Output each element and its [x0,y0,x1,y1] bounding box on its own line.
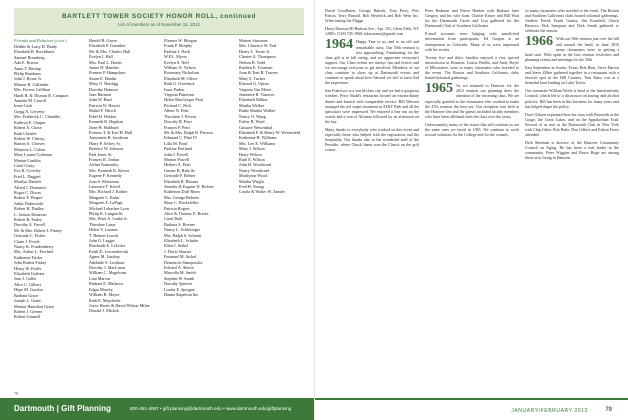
honor-roll-name: Marilynne Wood [239,173,268,179]
honor-roll-name: Mrs. Clarence W. Teal [239,43,277,49]
honor-roll-name: John J. Powell [164,151,189,157]
honor-roll-name: Harry P. Jeffrey Sr. [89,140,121,146]
honor-roll-name: Eleanor W. Morgan [164,38,197,43]
honor-roll-name: Joseph L. Grant [14,298,41,304]
honor-roll-name: Nancy L. Schlesinger [164,227,201,233]
honor-roll-name: Edmund C. Platt IV [164,135,198,141]
honor-roll-columns [14,38,306,393]
class-note-paragraph: Unfortunately, many of the issues that still confront us are the same ones we faced in 1965. We continue to work toward solutions for the College and for the country. [425,121,519,138]
honor-roll-name: Marion H. Callender [14,81,49,87]
honor-roll-name: Joan & Toni R. Towers [239,70,278,76]
class-notes-column-3 [525,8,619,390]
class-note-paragraph: 1964 Happy Year to us, and to an old and remarkable class. Our 50th reunion is fast approaching. Fundraising for the class gift is in full swing, and we appreciate everyone's support. Our Class events are always fun and festive and we encourage everyone to get involved. Members of our class continue to show up at Dartmouth events and continue to speak about how blessed we feel to have had the experience. [325,37,419,86]
honor-roll-name: Henry L. Terrie Jr. [239,48,270,54]
class-year-1965: 1965 [425,81,453,97]
honor-roll-name: Dorothy Spencer [164,281,193,287]
honor-roll-subtitle: List of members as of November 15, 2012 [118,22,200,27]
honor-roll-name: Frances T. & Earl H. Hull [89,129,133,135]
honor-roll-name: Julius Dubrowski [14,200,44,206]
class-note-paragraph: Peter Redman and Pierre Hanlon with Barbara Jane Gregory and his wife Joan, Charlie Kriner and Bill Watt for the Dartmouth Carter and Lisa gathered for the Dartmouth Club of Southern California. [425,8,519,29]
honor-roll-name: Virginia Patterson [164,92,195,98]
honor-roll-name: Hope M. Gordon [14,287,43,293]
honor-roll-name: Frances R. Jordan [89,156,120,162]
honor-roll-name: Carol Conty [14,162,35,168]
names-list-1 [14,44,81,320]
honor-roll-name: Eva R. Crowley [14,168,41,174]
honor-roll-name: Joyce Harris & David Wilson Milne [89,302,150,308]
names-list-4 [239,38,306,195]
honor-roll-name: John W. Hauf [89,97,112,103]
class-note-paragraph: Our classmate William Wolfe is head of the Interfraternity Council, which led to a discussion on hazing and alcohol policies. Bill has been in this business for many years and has helped shape the policy. [525,88,619,109]
honor-roll-name: Jean Harmon [89,92,112,98]
honor-roll-name: Demetrios Simopoulos [164,259,203,265]
honor-roll-name: Dorothy R. Petri [164,119,192,125]
honor-roll-name: Katherine Duff Rines [164,189,200,195]
honor-roll-name: Elizabeth M. Oliver [164,75,198,81]
honor-roll-name: Rueben E. Toorman [239,65,273,71]
honor-roll-name: Adelaide S. Lockhart [89,259,125,265]
honor-roll-name: Alice C. Gilbert [14,281,41,287]
honor-roll-name: William C. Magelssen [89,270,127,276]
honor-roll-name: Robert H. Dudley [14,206,44,212]
honor-roll-name: Mrs. Ralph S. Schmitt [164,232,202,238]
honor-roll-name: John H. Woodward [239,162,272,168]
honor-roll-name: Debbie & Larry D. Brady [14,44,58,49]
honor-roll-name: James H. Hamlen [89,65,119,71]
honor-roll-name: Stephen W. Smith [164,275,195,281]
honor-roll-name: Theodore Lazar [89,221,116,227]
honor-roll-name: T. Benton Leavitt [89,232,119,238]
honor-roll-name: Marjorie L. Cohen [14,146,46,152]
honor-roll-name: Eugene F. Kennedy [89,173,122,179]
honor-roll-title: BARTLETT TOWER SOCIETY HONOR ROLL, continued [61,13,257,20]
honor-roll-name: W.P.L. Myers [164,54,187,60]
honor-roll-name: Richard C. Peck [164,102,192,108]
class-note-paragraph: 1966 With our 50th reunion just over the hill and around the bend, in June 2016 many classmates were in getting a head start. With spirit in the first reunion festivities and planning events and meetings for the 50th. [525,34,619,62]
honor-roll-name: Lilla M. Pond [164,140,188,146]
honor-roll-name: Jennifer & Eugene D. Richter [164,183,214,189]
honor-roll-name: Ethel H. Holden [89,113,117,119]
honor-roll-name: Marion Powell [164,156,190,162]
honor-roll-name: John J. Byrne Jr. [14,76,42,82]
class-notes-column-1 [325,8,419,390]
honor-roll-name: Pauline Portland [164,146,192,152]
gift-planning-contact[interactable]: 800-451-4067 • gift.planning@dartmouth.edu • www.dartmouth.edu/giftplanning [130,406,292,411]
names-column-1 [14,38,81,393]
class-note-paragraph: David Goodbrien, George Hattick, Tom Perry, Pete Patron, Terry Russell, Bob Heydrick and Bob Wein Inc. Wine-tasting the Flagge. [325,8,419,24]
class-note-paragraph: so many classmates who traveled to the event. The Boston and Southern California clubs hosted informal gatherings. Andrew Freed, Frank Gantsy, Jim Kornfeld, Chuck Barrows, Bob Sampson and Dick Smith gathered to celebrate the season. [525,8,619,34]
honor-roll-name: Elizabeth B. Brockhurst [14,49,55,55]
honor-roll-name: Robert W. Christy [14,135,45,141]
honor-roll-name: Dorothy J. MacLaren [89,265,125,271]
honor-roll-name: Mrs. Frederick C. Chandler [14,114,61,120]
honor-roll-name: Marian Conklin [14,157,41,163]
class-note-paragraph: E-mail accounts were bulging with unsolicited information from participants. Ed Gorgon is an entrepreneur in Colorado. Many of us were impressed with his stories. [425,31,519,52]
honor-roll-name: Patricia Rogers [164,205,190,211]
class-note-paragraph: Many thanks to everybody who worked on this event and especially those who helped with the registration and the hospitality. Our thanks also to the wonderful staff of the Presidio, where Chuck Santa won the Classic on the golf course. [325,126,419,153]
honor-roll-name: Barbara Grace [14,292,39,298]
honor-roll-name: Dorothy Harmon [89,86,118,92]
honor-roll-name: Barbara S. Rovner [164,221,196,227]
honor-roll-name: Mrs. Leo E. Williams [239,140,276,146]
honor-roll-header [14,8,304,35]
honor-roll-name: John Robert Friday [14,260,47,266]
honor-roll-name: Barbara E. Mathews [89,281,124,287]
honor-roll-name: Philip Burnham [14,71,41,77]
honor-roll-name: Marcella M. Smith [164,270,196,276]
honor-roll-name: Elizabeth L. Schuler [164,238,199,244]
honor-roll-name: William N. Nelson [164,65,196,71]
honor-roll-name: Kathryn E. Chapin [14,119,46,125]
class-note-paragraph: San Francisco is a world-class city and we had a gorgeous weather. Perry Budd's restaurant hosted an extraordinary dinner and brunch with comparable service. Bill Weiwen arranged the red carpet treatment at AT&T Park and all the spectators were impressed. We enjoyed a fine run on the course and a tour of Alcatraz followed by an afternoon on the bay. [325,88,419,124]
honor-roll-name: Donald J. Mislick [89,308,119,314]
honor-roll-name: Chester A. Thompson [239,54,276,60]
honor-roll-name: Martha Walker [239,102,265,108]
honor-roll-name: Virginia Van Meter [239,86,272,92]
honor-roll-name: Nelson B. Todd [239,59,266,65]
gift-planning-brand: Dartmouth | Gift Planning [14,404,111,413]
class-note-paragraph: Dave Gibson explained how his class with Reynolds at the Gorge, the Great Lakes, and on the Appalachian Trail. Several of us met at the Dartmouth Club in New York with Chip Giber. Bob Raile, Dan Gilbert and Edwin Ferris attended. [525,111,619,138]
honor-roll-name: William B. Mayer [89,292,120,298]
honor-roll-name: Anna T. Burnap [14,65,41,71]
honor-roll-name: Mrs. Kenneth K. Keiser [89,167,130,173]
honor-roll-name: Carol Roth [164,216,183,222]
issue-footer [314,398,628,420]
honor-roll-name: Nancy K. Frankenberry [14,244,54,250]
honor-roll-name: Arthur Kaminsky [89,162,119,168]
honor-roll-name: Mary J. Wilson [239,146,265,152]
right-page-number: 79 [605,407,612,413]
honor-roll-name: Irene Cash [14,103,33,109]
honor-roll-name: Lina Marcus [89,275,111,281]
left-page-number: 78 [14,391,18,396]
honor-roll-name: Hardi R. & Thomas R. Campion [14,92,69,98]
honor-roll-name: Roger C. Dixon [14,189,41,195]
honor-roll-name: Jean I. Gallet [14,276,37,282]
honor-roll-name: Pauline J. Nash [164,48,190,54]
honor-roll-name: Michael Lebacher Lyon [89,205,129,211]
honor-roll-name: Henry W. Fuller [14,265,42,271]
honor-roll-name: Robert A. Chase [14,125,42,131]
honor-roll-name: Robert F. Draper [14,195,43,201]
honor-roll-name: Herbert A. Pratt [164,162,191,168]
honor-roll-name: Joan S. Kleinman [89,178,119,184]
class-notes-column-2 [425,8,519,390]
honor-roll-name: Antoinette B. Jacobson [89,135,128,141]
honor-roll-name: Frank P. Murphy [164,43,193,49]
honor-roll-name: Marilyn Daniels [14,179,42,185]
honor-roll-name: Paul Jones Sr. [89,151,113,157]
class-note-paragraph: Twenty five and thirty families enjoyed a very special intermission in Houston. Louise Beelbi, and Andy Boyle of Milwaukee, were so many classmates who traveled to the event. The Boston and Southern California clubs hosted informal gatherings. [425,54,519,81]
honor-roll-name: Eberhardt E. LeLisler [89,243,126,249]
honor-roll-name: Mr. & Mrs. Charles Hall [89,48,131,54]
honor-roll-name: Burton A. Cleaves [14,141,45,147]
honor-roll-name: Philip K. Langan Sr. [89,211,124,216]
honor-roll-name: Annette M. Carroll [14,98,46,104]
class-notes-columns [325,8,619,390]
column-heading: Friends and Relatives (cont.) [14,38,67,43]
honor-roll-name: Agnes M. Lindsay [89,254,121,260]
honor-roll-name: Mary C. Rockefeller [164,200,199,206]
honor-roll-name: Edgar Mawby [89,286,113,292]
honor-roll-name: Hanna Stapelton Inc. [164,292,200,298]
honor-roll-name: Fred H. Young [239,183,264,189]
honor-roll-name: Gertrude C. Fisher [14,233,46,239]
honor-roll-name: Patricia W. Hewitt [89,102,120,108]
honor-roll-name: Jeannette B. Vanover [239,92,275,98]
honor-roll-name: Robert Grinnell [14,314,41,320]
honor-roll-name: Ada E. Brown [14,60,39,66]
honor-roll-name: Katherine H. Williams [239,135,277,141]
honor-roll-name: Beatrice W. Johnson [89,146,124,152]
honor-roll-name: Laurence T. Kovel [89,183,121,189]
honor-roll-name: Edward A. Slavin [164,265,194,271]
honor-roll-name: Mr. & Mrs. Robert J. Finney [14,227,62,233]
honor-roll-name: Ellen J. Seibel [164,243,189,249]
honor-roll-name: Mrs. George Roberts [164,194,200,200]
honor-roll-name: Edward G. Upton [239,81,269,87]
honor-roll-name: Mary Louise Coleman [14,152,52,158]
honor-roll-name: Ruth Chrisler [14,130,37,136]
honor-roll-name: Katherine Fricke [14,254,43,260]
honor-roll-name: Carola & Walter W. Zander [239,189,285,195]
honor-roll-name: John G. Legget [89,238,115,244]
honor-roll-name: Harold B. Grove [89,38,118,43]
honor-roll-name: L. Judson Dunavan [14,211,47,217]
honor-roll-name: Albert N. Petit [164,108,189,114]
honor-roll-name: Mr. & Mrs. Ralph R. Pierson [164,129,213,135]
class-year-1966: 1966 [525,34,553,50]
honor-roll-name: Margaret L. Kuhn [89,194,120,200]
honor-roll-name: Evelyn S. Neff [164,59,189,65]
honor-roll-name: Janet H. Hubbard [89,124,119,130]
honor-roll-name: Ruth G. Overbeck [164,81,195,87]
honor-roll-name: Margaret E. LaPage [89,200,123,206]
class-note-paragraph: 1965 As we returned to Hanover for the 2012 reunion our planning drew the attention of the incoming class. We are especially grateful to the classmates who worked to make the 47th reunion the best yet. Our reception was held at the Hanover Inn and the guests included faculty members who have been affiliated with the class over the years. [425,81,519,119]
honor-roll-name: Ruthe Martha Walker [239,108,276,114]
honor-roll-name: Gustave Weisenthal [239,124,273,130]
honor-roll-name: Robert J. Greene [14,308,43,314]
honor-roll-name: Susan E. Hanlin [89,75,117,81]
honor-roll-name: Harry Wilson [239,151,262,157]
honor-roll-name: Elizabeth Walker [239,97,268,103]
names-list-3 [164,38,231,298]
names-column-4 [239,38,306,393]
honor-roll-name: Theodore J. Pevear [164,113,197,119]
right-page [314,0,628,420]
honor-roll-name: Mrs. Forrest Callihan [14,87,50,93]
names-column-2 [89,38,156,393]
honor-roll-name: Nancy O. Wang [239,113,266,119]
gift-planning-footer [0,398,314,420]
honor-roll-name: Emanuel M. Sickel [164,254,197,260]
honor-roll-name: Frances P. Petri [164,124,190,130]
class-note-paragraph: East September in Austin, Texas, Bob Bent, Steve Darron and Steve Zilber gathered together in a restaurant with a favorite spot in the Hill Country. Tom Shaw was at a beautiful boat landing on Lake Travis. [525,64,619,86]
honor-roll-name: J. Davis Shuster [164,248,192,254]
honor-roll-name: Alfred J. Demarest [14,184,46,190]
honor-roll-name: Ruth E. Mayrhofer [89,297,121,303]
honor-roll-name: Mary S. Tucker [239,75,266,81]
honor-roll-name: Elizabeth P. Guenther [89,43,126,49]
honor-roll-name: Mrs. Paul L. Hasler [89,59,122,65]
honor-roll-name: Louise E. Sprague [164,286,195,292]
honor-roll-name: Alice & Thomas E. Rooke [164,211,209,216]
honor-roll-name: Gregg A. Cerveny [14,108,45,114]
honor-roll-name: Marion Strassner [239,38,268,43]
honor-roll-name: Martha Wright [239,178,264,184]
honor-roll-name: Dorothy A. Farrell [14,222,46,228]
honor-roll-name: Elizabeth F. & Henry W. Weisenfeld [239,129,301,135]
honor-roll-name: Mary O. Hardigg [89,81,118,87]
honor-roll-name: Helen MacGregor Paul [164,97,203,103]
honor-roll-name: Nancy Woodward [239,167,270,173]
honor-roll-name: Fred L. Daggett [14,173,41,179]
names-column-3 [164,38,231,393]
honor-roll-name: Mrs. Peter A. Lanke Jr. [89,216,128,222]
honor-roll-name: Rosemary Nicholson [164,70,200,76]
honor-roll-name: Gertrude F. Rehrer [164,173,196,179]
honor-roll-name: Keith D. Lewandowski [89,248,128,254]
honor-roll-name: Frances P. Hampshire [89,70,126,76]
honor-roll-name: Evelyn J. Hall [89,54,113,60]
honor-roll-name: Elizabeth Gaffney [14,271,45,277]
honor-roll-name: Mrs. Arthur L. Frechtel [14,249,54,255]
honor-roll-name: Marion Hamilton Grant [14,303,54,309]
names-list-2 [89,38,156,314]
honor-roll-name: Gustav B. Rahr Sr. [164,167,196,173]
honor-roll-name: Mabel F. Hirsch [89,108,116,114]
class-note-paragraph: Dick Sherman is director of the Hanover Community Council on Aging. He has been a real leader in the community. Peter Wiggins and Bruce Hoge are among those now living in Hanover. [525,140,619,161]
honor-roll-name: Kenneth R. Hopkins [89,119,124,125]
honor-roll-name: Esther R. Ward [239,119,265,125]
class-note-contact: Harry Dawson 80 Hudson Ave., Apt. 101, Glens Falls, NY 12801; (518) 745-1960; hdawsonny@gmail.com [325,26,419,37]
honor-roll-name: Elizabeth R. Rhoner [164,178,199,184]
class-year-1964: 1964 [325,37,353,53]
honor-roll-name: Robert B. Earley [14,217,43,222]
honor-roll-name: Ruth E. Wilson [239,156,265,162]
honor-roll-name: Isaac Parker [164,86,185,92]
honor-roll-name: Helen V. Lazarus [89,227,118,233]
honor-roll-name: Claire J. Fowle [14,238,40,244]
issue-date: JANUARY/FEBRUARY 2013 [511,408,588,414]
honor-roll-name: Mrs. Richard J. Kohler [89,189,128,195]
honor-roll-name: Samuel Bromberg [14,54,45,60]
